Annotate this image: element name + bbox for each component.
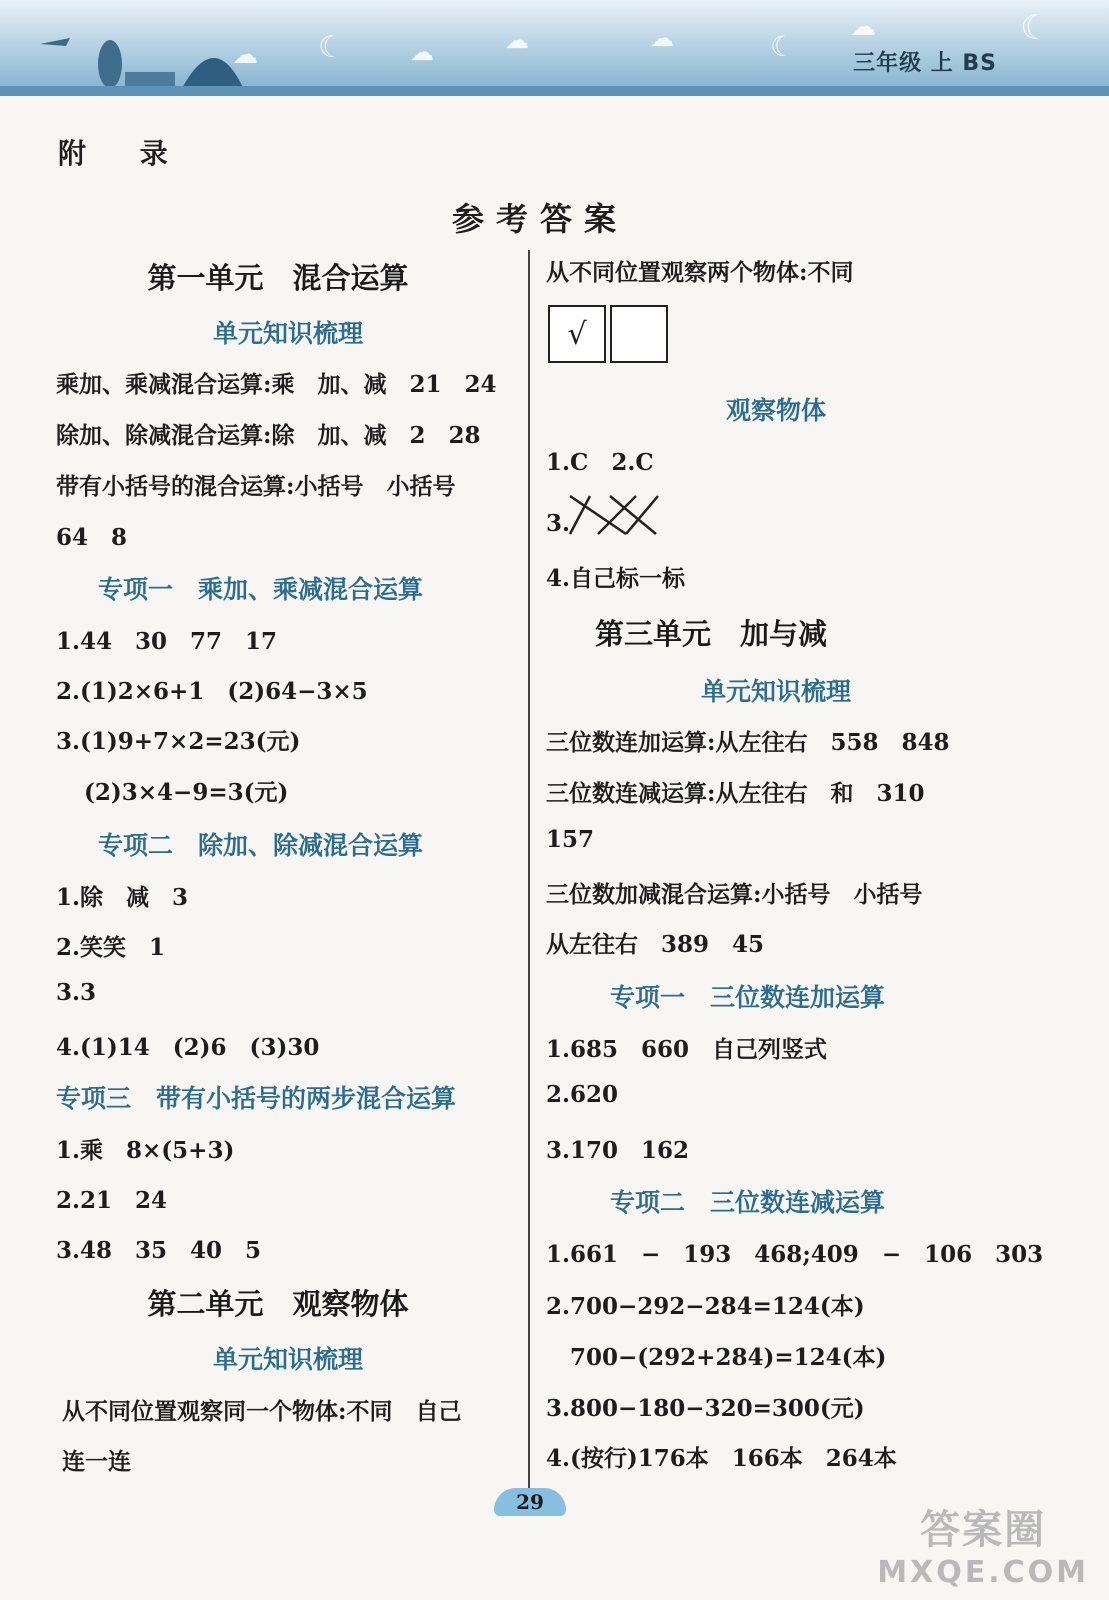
section-subtitle: 观察物体 (725, 396, 826, 425)
answer-line: 4.(1)14 (2)6 (3)30 (56, 1034, 320, 1061)
answer-line: 3.(1)9+7×2=23(元) (56, 728, 301, 755)
answer-line: 4.(按行)176本 166本 264本 (546, 1445, 897, 1472)
answer-line: 700−(292+284)=124(本) (570, 1344, 887, 1371)
moon-icon: ☾ (1020, 8, 1051, 48)
answer-line: 1.661 − 193 468;409 − 106 303 (546, 1241, 1044, 1268)
answer-line: 三位数加减混合运算:小括号 小括号 (546, 881, 923, 908)
answer-line: 带有小括号的混合运算:小括号 小括号 (56, 473, 456, 500)
answer-line: 3.3 (56, 979, 97, 1006)
section-subtitle: 单元知识梳理 (212, 1345, 363, 1374)
answer-line: 1.C 2.C (546, 449, 654, 476)
moon-icon: ☾ (770, 30, 796, 63)
header-band (0, 86, 1109, 96)
answer-line: 157 (546, 826, 595, 853)
answer-line: 2.21 24 (56, 1187, 168, 1214)
answer-line: 64 8 (56, 524, 128, 551)
page-header (0, 0, 1109, 96)
answer-line: 从左往右 389 45 (546, 931, 765, 958)
section-subtitle: 专项一 三位数连加运算 (610, 983, 886, 1012)
unit-title: 第一单元 混合运算 (147, 261, 409, 295)
cloud-icon: ☁ (650, 24, 674, 52)
answer-line: 2.笑笑 1 (56, 934, 166, 961)
answer-line: 1.除 减 3 (56, 884, 189, 911)
cloud-icon: ☁ (850, 12, 876, 42)
appendix-heading: 附 录 (58, 137, 190, 170)
answer-line: 连一连 (62, 1448, 131, 1475)
answer-line: 3. (546, 510, 571, 537)
answer-line: (2)3×4−9=3(元) (84, 779, 289, 806)
answer-line: 除加、除减混合运算:除 加、减 2 28 (56, 422, 481, 449)
cloud-icon: ☁ (505, 26, 529, 54)
answer-line: 3.800−180−320=300(元) (546, 1395, 865, 1422)
answer-line: 3.170 162 (546, 1137, 690, 1164)
section-subtitle: 单元知识梳理 (700, 677, 851, 706)
answer-line: 4.自己标一标 (546, 565, 686, 592)
page-title: 参考答案 (451, 200, 628, 238)
watermark-url: MXQE.COM (877, 1555, 1089, 1590)
answer-line: 从不同位置观察同一个物体:不同 自己 (62, 1398, 462, 1425)
answer-line: 2.700−292−284=124(本) (546, 1293, 865, 1320)
section-subtitle: 专项三 带有小括号的两步混合运算 (56, 1084, 457, 1113)
section-subtitle: 专项二 除加、除减混合运算 (98, 831, 424, 860)
answer-line: 三位数连减运算:从左往右 和 310 (546, 780, 925, 807)
checkbox-checked: √ (548, 305, 606, 363)
moon-icon: ☾ (318, 30, 345, 65)
answer-line: 2.620 (546, 1081, 619, 1108)
grade-label: 三年级 上 BS (853, 51, 997, 76)
matching-lines-diagram (566, 492, 666, 538)
section-subtitle: 专项二 三位数连减运算 (610, 1188, 886, 1217)
page-number: 29 (494, 1488, 566, 1516)
column-divider (528, 250, 530, 1490)
answer-line: 1.乘 8×(5+3) (56, 1137, 235, 1164)
checkbox-empty (610, 305, 668, 363)
answer-line: 3.48 35 40 5 (56, 1237, 262, 1264)
unit-title: 第二单元 观察物体 (147, 1287, 409, 1321)
watermark (877, 1498, 1089, 1590)
answer-line: 乘加、乘减混合运算:乘 加、减 21 24 (56, 371, 497, 398)
answer-line: 从不同位置观察两个物体:不同 (546, 259, 854, 286)
cloud-icon: ☁ (232, 40, 258, 70)
answer-line: 1.685 660 自己列竖式 (546, 1036, 828, 1063)
cloud-icon: ☁ (410, 38, 434, 66)
answer-line: 2.(1)2×6+1 (2)64−3×5 (56, 678, 368, 705)
landscape-illustration (30, 4, 250, 94)
watermark-title: 答案圈 (920, 1507, 1047, 1553)
answer-line: 三位数连加运算:从左往右 558 848 (546, 729, 950, 756)
unit-title: 第三单元 加与减 (594, 617, 827, 651)
section-subtitle: 单元知识梳理 (212, 319, 363, 348)
answer-line: 1.44 30 77 17 (56, 628, 278, 655)
section-subtitle: 专项一 乘加、乘减混合运算 (98, 575, 424, 604)
